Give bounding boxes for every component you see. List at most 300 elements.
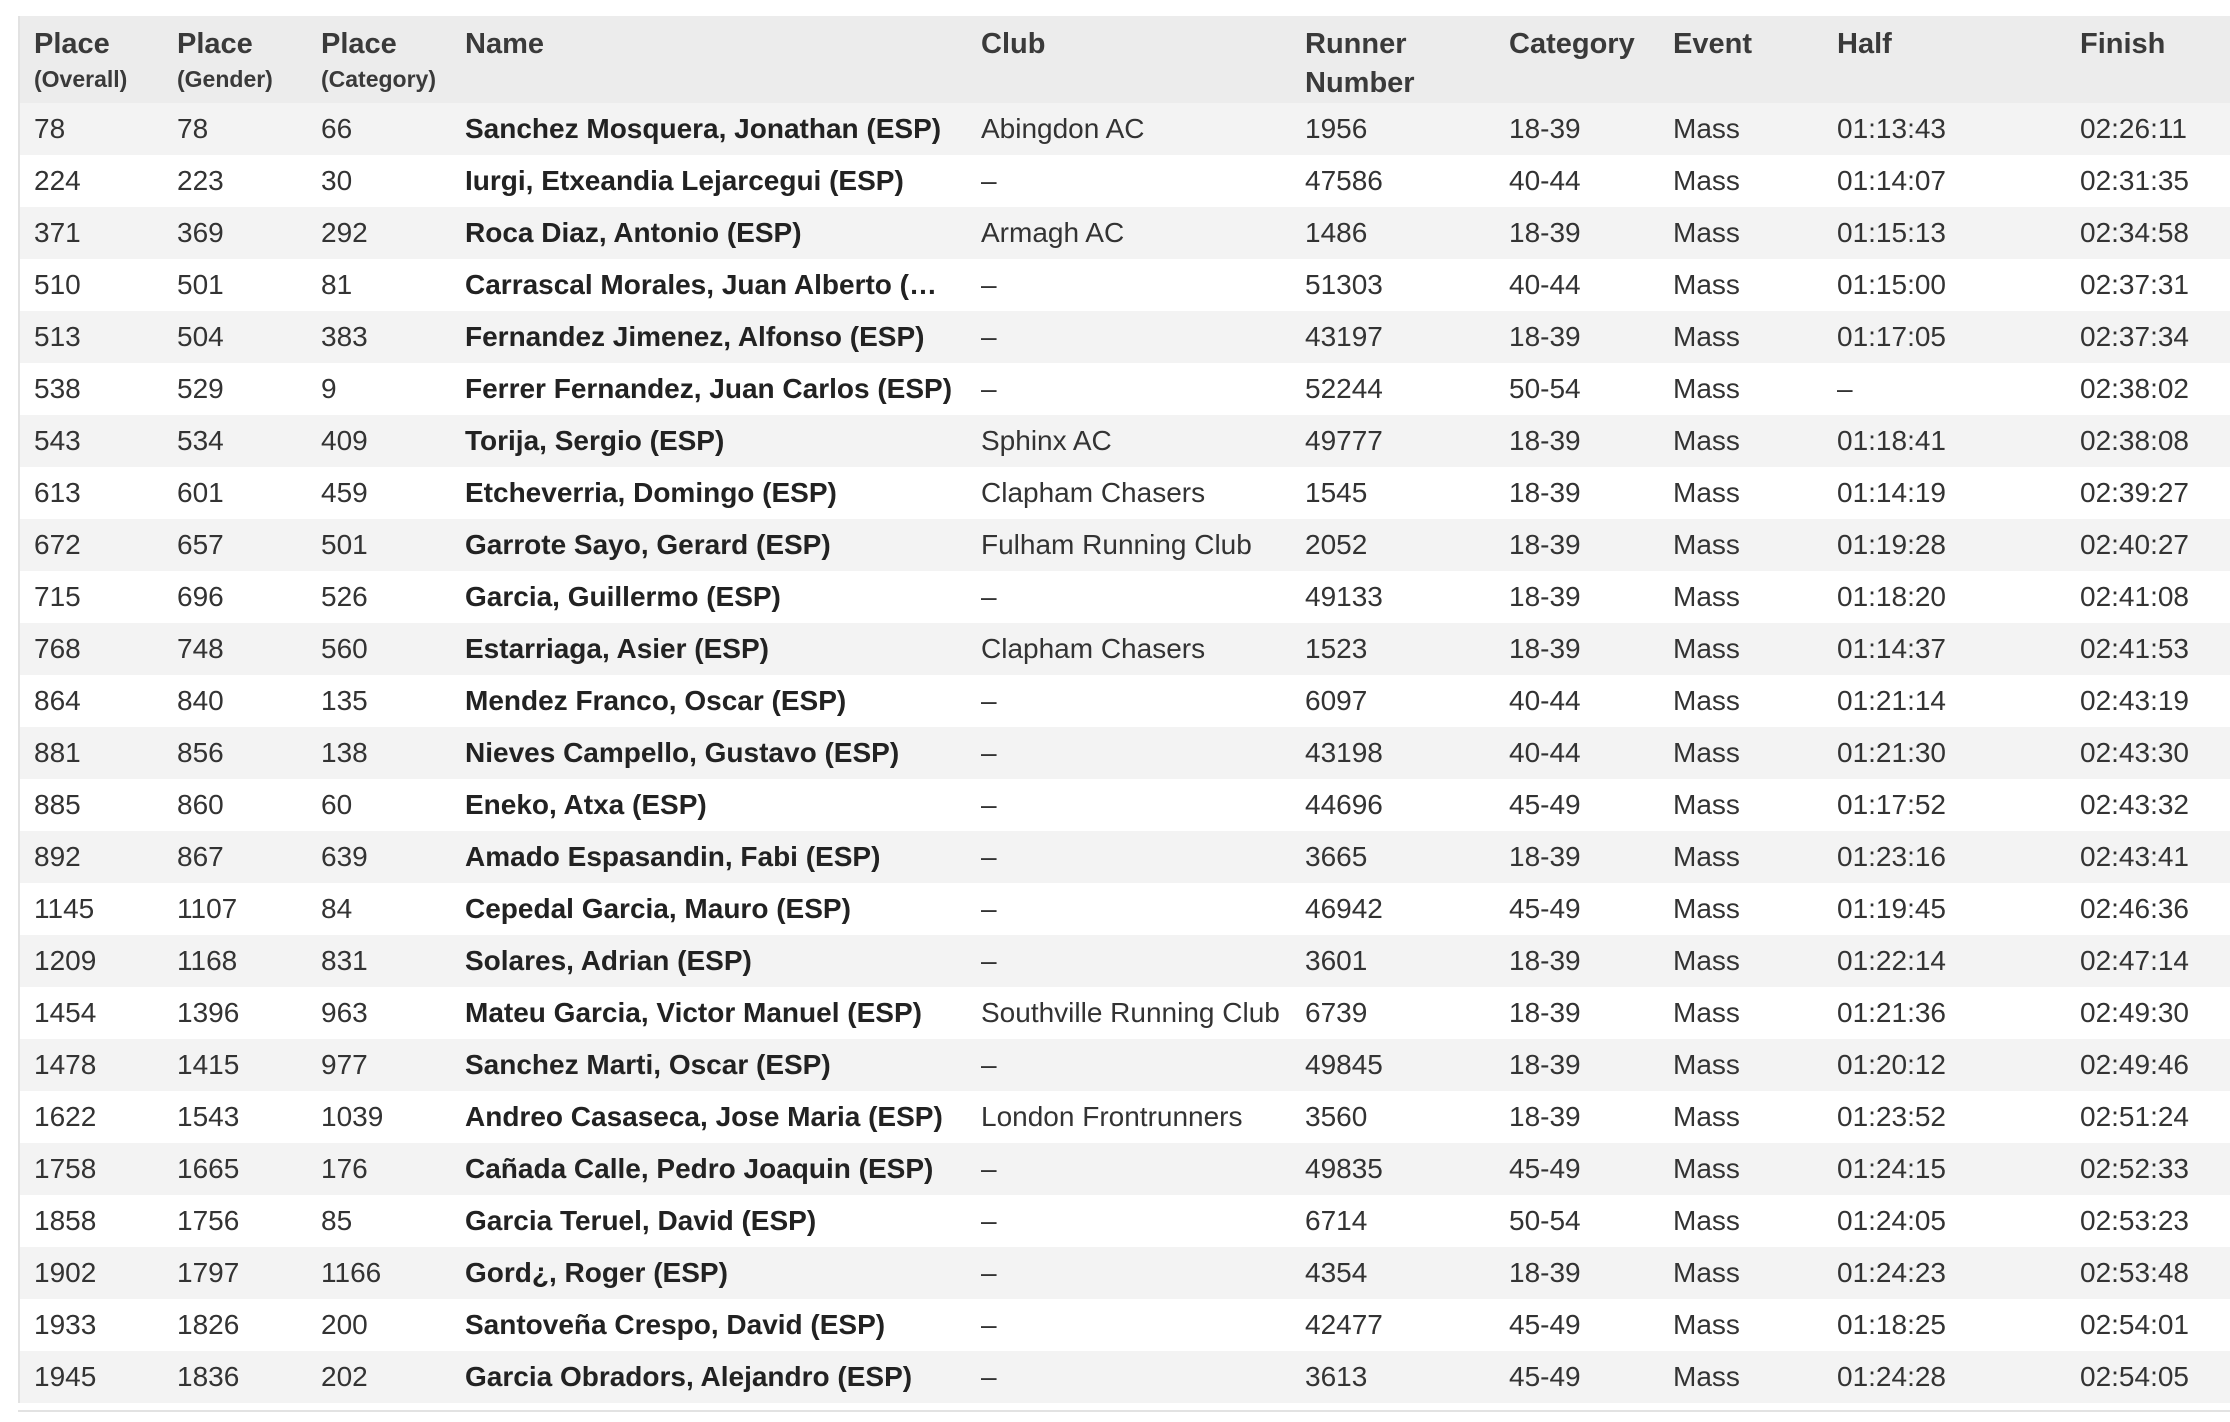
club-cell: London Frontrunners (967, 1091, 1291, 1143)
club-cell: – (967, 311, 1291, 363)
header-place-gender[interactable] (163, 16, 307, 103)
place-gender-cell: 840 (163, 675, 307, 727)
finish-time-cell: 02:43:19 (2066, 675, 2230, 727)
half-time-cell: 01:13:43 (1823, 103, 2066, 155)
place-category-cell: 1039 (307, 1091, 451, 1143)
runner-number-cell: 49133 (1291, 571, 1495, 623)
half-time-cell: 01:18:41 (1823, 415, 2066, 467)
category-cell: 45-49 (1495, 779, 1659, 831)
category-cell: 18-39 (1495, 103, 1659, 155)
place-category-cell: 85 (307, 1195, 451, 1247)
half-time-cell: 01:22:14 (1823, 935, 2066, 987)
club-cell: Armagh AC (967, 207, 1291, 259)
header-name[interactable] (451, 16, 967, 103)
place-category-cell: 560 (307, 623, 451, 675)
results-table (20, 16, 2230, 1403)
event-cell: Mass (1659, 363, 1823, 415)
event-cell: Mass (1659, 1299, 1823, 1351)
half-time-cell: 01:21:36 (1823, 987, 2066, 1039)
runner-name-cell[interactable]: Garcia, Guillermo (ESP) (451, 571, 967, 623)
half-time-cell: 01:24:23 (1823, 1247, 2066, 1299)
place-category-cell: 383 (307, 311, 451, 363)
header-club-label: Club (981, 28, 1046, 60)
finish-time-cell: 02:51:24 (2066, 1091, 2230, 1143)
place-gender-cell: 1756 (163, 1195, 307, 1247)
place-overall-cell: 672 (20, 519, 163, 571)
place-overall-cell: 1933 (20, 1299, 163, 1351)
half-time-cell: 01:23:52 (1823, 1091, 2066, 1143)
header-place-category[interactable] (307, 16, 451, 103)
place-gender-cell: 223 (163, 155, 307, 207)
header-name-label: Name (465, 28, 544, 60)
finish-time-cell: 02:40:27 (2066, 519, 2230, 571)
half-time-cell: 01:21:14 (1823, 675, 2066, 727)
event-cell: Mass (1659, 103, 1823, 155)
place-gender-cell: 1168 (163, 935, 307, 987)
place-overall-cell: 1945 (20, 1351, 163, 1403)
half-time-cell: 01:23:16 (1823, 831, 2066, 883)
club-cell: – (967, 779, 1291, 831)
table-row[interactable] (20, 1143, 2230, 1195)
place-overall-cell: 892 (20, 831, 163, 883)
results-body (20, 103, 2230, 1403)
runner-name-cell[interactable]: Sanchez Marti, Oscar (ESP) (451, 1039, 967, 1091)
place-gender-cell: 1836 (163, 1351, 307, 1403)
category-cell: 18-39 (1495, 1039, 1659, 1091)
place-gender-cell: 856 (163, 727, 307, 779)
place-gender-cell: 1415 (163, 1039, 307, 1091)
half-time-cell: 01:21:30 (1823, 727, 2066, 779)
half-time-cell: – (1823, 363, 2066, 415)
table-row[interactable] (20, 1195, 2230, 1247)
half-time-cell: 01:14:19 (1823, 467, 2066, 519)
club-cell: – (967, 571, 1291, 623)
finish-time-cell: 02:47:14 (2066, 935, 2230, 987)
category-cell: 18-39 (1495, 1247, 1659, 1299)
header-half-label: Half (1837, 28, 1892, 60)
place-gender-cell: 534 (163, 415, 307, 467)
club-cell: – (967, 675, 1291, 727)
table-row[interactable] (20, 675, 2230, 727)
finish-time-cell: 02:26:11 (2066, 103, 2230, 155)
runner-number-cell: 1486 (1291, 207, 1495, 259)
header-runner-number-label: Runner (1305, 28, 1407, 60)
place-category-cell: 501 (307, 519, 451, 571)
event-cell: Mass (1659, 155, 1823, 207)
category-cell: 40-44 (1495, 675, 1659, 727)
category-cell: 18-39 (1495, 571, 1659, 623)
place-overall-cell: 1758 (20, 1143, 163, 1195)
finish-time-cell: 02:43:30 (2066, 727, 2230, 779)
header-place-category-label: Place (321, 28, 397, 60)
runner-number-cell: 4354 (1291, 1247, 1495, 1299)
place-gender-cell: 748 (163, 623, 307, 675)
table-row[interactable] (20, 623, 2230, 675)
event-cell: Mass (1659, 831, 1823, 883)
table-row[interactable] (20, 103, 2230, 155)
category-cell: 40-44 (1495, 727, 1659, 779)
category-cell: 18-39 (1495, 415, 1659, 467)
event-cell: Mass (1659, 519, 1823, 571)
event-cell: Mass (1659, 935, 1823, 987)
half-time-cell: 01:24:28 (1823, 1351, 2066, 1403)
category-cell: 18-39 (1495, 831, 1659, 883)
event-cell: Mass (1659, 987, 1823, 1039)
place-overall-cell: 1478 (20, 1039, 163, 1091)
half-time-cell: 01:20:12 (1823, 1039, 2066, 1091)
runner-number-cell: 2052 (1291, 519, 1495, 571)
half-time-cell: 01:17:05 (1823, 311, 2066, 363)
runner-name-cell[interactable]: Ferrer Fernandez, Juan Carlos (ESP) (451, 363, 967, 415)
place-category-cell: 1166 (307, 1247, 451, 1299)
runner-number-cell: 49835 (1291, 1143, 1495, 1195)
place-category-cell: 60 (307, 779, 451, 831)
runner-number-cell: 51303 (1291, 259, 1495, 311)
runner-name-cell[interactable]: Estarriaga, Asier (ESP) (451, 623, 967, 675)
club-cell: – (967, 1247, 1291, 1299)
header-place-overall-label: Place (34, 28, 110, 60)
club-cell: – (967, 883, 1291, 935)
header-row (20, 16, 2230, 103)
half-time-cell: 01:19:28 (1823, 519, 2066, 571)
runner-name-cell[interactable]: Nieves Campello, Gustavo (ESP) (451, 727, 967, 779)
event-cell: Mass (1659, 1091, 1823, 1143)
table-row[interactable] (20, 363, 2230, 415)
place-gender-cell: 1543 (163, 1091, 307, 1143)
runner-number-cell: 3665 (1291, 831, 1495, 883)
category-cell: 18-39 (1495, 935, 1659, 987)
place-category-cell: 9 (307, 363, 451, 415)
finish-time-cell: 02:52:33 (2066, 1143, 2230, 1195)
finish-time-cell: 02:43:32 (2066, 779, 2230, 831)
finish-time-cell: 02:43:41 (2066, 831, 2230, 883)
half-time-cell: 01:18:20 (1823, 571, 2066, 623)
event-cell: Mass (1659, 727, 1823, 779)
event-cell: Mass (1659, 1143, 1823, 1195)
table-row[interactable] (20, 779, 2230, 831)
runner-name-cell[interactable]: Cañada Calle, Pedro Joaquin (ESP) (451, 1143, 967, 1195)
half-time-cell: 01:24:15 (1823, 1143, 2066, 1195)
header-finish[interactable] (2066, 16, 2230, 103)
place-category-cell: 200 (307, 1299, 451, 1351)
place-overall-cell: 881 (20, 727, 163, 779)
club-cell: – (967, 1299, 1291, 1351)
place-overall-cell: 1145 (20, 883, 163, 935)
runner-name-cell[interactable]: Garcia Teruel, David (ESP) (451, 1195, 967, 1247)
runner-name-cell[interactable]: Roca Diaz, Antonio (ESP) (451, 207, 967, 259)
table-row[interactable] (20, 727, 2230, 779)
runner-name-cell[interactable]: Iurgi, Etxeandia Lejarcegui (ESP) (451, 155, 967, 207)
finish-time-cell: 02:53:48 (2066, 1247, 2230, 1299)
category-cell: 40-44 (1495, 155, 1659, 207)
place-overall-cell: 371 (20, 207, 163, 259)
place-category-cell: 66 (307, 103, 451, 155)
runner-name-cell[interactable]: Fernandez Jimenez, Alfonso (ESP) (451, 311, 967, 363)
place-gender-cell: 696 (163, 571, 307, 623)
finish-time-cell: 02:38:08 (2066, 415, 2230, 467)
category-cell: 18-39 (1495, 987, 1659, 1039)
half-time-cell: 01:14:07 (1823, 155, 2066, 207)
table-row[interactable] (20, 311, 2230, 363)
half-time-cell: 01:14:37 (1823, 623, 2066, 675)
table-row[interactable] (20, 1039, 2230, 1091)
runner-number-cell: 6739 (1291, 987, 1495, 1039)
place-category-cell: 831 (307, 935, 451, 987)
event-cell: Mass (1659, 571, 1823, 623)
place-category-cell: 30 (307, 155, 451, 207)
club-cell: Southville Running Club (967, 987, 1291, 1039)
finish-time-cell: 02:34:58 (2066, 207, 2230, 259)
finish-time-cell: 02:49:30 (2066, 987, 2230, 1039)
event-cell: Mass (1659, 415, 1823, 467)
place-category-cell: 138 (307, 727, 451, 779)
finish-time-cell: 02:54:05 (2066, 1351, 2230, 1403)
finish-time-cell: 02:31:35 (2066, 155, 2230, 207)
finish-time-cell: 02:38:02 (2066, 363, 2230, 415)
event-cell: Mass (1659, 779, 1823, 831)
club-cell: – (967, 1039, 1291, 1091)
place-overall-cell: 864 (20, 675, 163, 727)
table-row[interactable] (20, 831, 2230, 883)
half-time-cell: 01:17:52 (1823, 779, 2066, 831)
place-gender-cell: 529 (163, 363, 307, 415)
table-bottom-border (18, 1410, 2230, 1412)
place-category-cell: 963 (307, 987, 451, 1039)
table-row[interactable] (20, 1247, 2230, 1299)
place-gender-cell: 501 (163, 259, 307, 311)
table-row[interactable] (20, 935, 2230, 987)
place-overall-cell: 1209 (20, 935, 163, 987)
half-time-cell: 01:18:25 (1823, 1299, 2066, 1351)
event-cell: Mass (1659, 623, 1823, 675)
runner-number-cell: 1523 (1291, 623, 1495, 675)
place-category-cell: 176 (307, 1143, 451, 1195)
category-cell: 18-39 (1495, 207, 1659, 259)
table-row[interactable] (20, 987, 2230, 1039)
finish-time-cell: 02:39:27 (2066, 467, 2230, 519)
event-cell: Mass (1659, 1247, 1823, 1299)
header-place-category-sub: (Category) (321, 66, 437, 92)
finish-time-cell: 02:46:36 (2066, 883, 2230, 935)
place-category-cell: 135 (307, 675, 451, 727)
table-row[interactable] (20, 1091, 2230, 1143)
runner-number-cell: 6714 (1291, 1195, 1495, 1247)
category-cell: 18-39 (1495, 519, 1659, 571)
place-overall-cell: 1902 (20, 1247, 163, 1299)
finish-time-cell: 02:41:08 (2066, 571, 2230, 623)
category-cell: 40-44 (1495, 259, 1659, 311)
event-cell: Mass (1659, 207, 1823, 259)
finish-time-cell: 02:49:46 (2066, 1039, 2230, 1091)
event-cell: Mass (1659, 311, 1823, 363)
finish-time-cell: 02:37:31 (2066, 259, 2230, 311)
table-row[interactable] (20, 467, 2230, 519)
club-cell: Fulham Running Club (967, 519, 1291, 571)
runner-number-cell: 1545 (1291, 467, 1495, 519)
place-category-cell: 81 (307, 259, 451, 311)
half-time-cell: 01:24:05 (1823, 1195, 2066, 1247)
half-time-cell: 01:15:13 (1823, 207, 2066, 259)
header-place-overall-sub: (Overall) (34, 66, 128, 92)
runner-number-cell: 47586 (1291, 155, 1495, 207)
place-overall-cell: 1454 (20, 987, 163, 1039)
category-cell: 50-54 (1495, 363, 1659, 415)
table-row[interactable] (20, 415, 2230, 467)
category-cell: 45-49 (1495, 1299, 1659, 1351)
club-cell: – (967, 935, 1291, 987)
table-row[interactable] (20, 207, 2230, 259)
table-row[interactable] (20, 1351, 2230, 1403)
club-cell: Sphinx AC (967, 415, 1291, 467)
place-category-cell: 526 (307, 571, 451, 623)
place-overall-cell: 538 (20, 363, 163, 415)
header-place-gender-label: Place (177, 28, 253, 60)
club-cell: Abingdon AC (967, 103, 1291, 155)
place-overall-cell: 1858 (20, 1195, 163, 1247)
event-cell: Mass (1659, 1351, 1823, 1403)
place-category-cell: 409 (307, 415, 451, 467)
club-cell: – (967, 259, 1291, 311)
runner-number-cell: 46942 (1291, 883, 1495, 935)
runner-number-cell: 6097 (1291, 675, 1495, 727)
header-finish-label: Finish (2080, 28, 2166, 60)
category-cell: 18-39 (1495, 467, 1659, 519)
place-gender-cell: 867 (163, 831, 307, 883)
place-gender-cell: 1107 (163, 883, 307, 935)
place-overall-cell: 510 (20, 259, 163, 311)
runner-name-cell[interactable]: Gord¿, Roger (ESP) (451, 1247, 967, 1299)
table-row[interactable] (20, 571, 2230, 623)
club-cell: – (967, 831, 1291, 883)
club-cell: – (967, 1195, 1291, 1247)
header-place-overall[interactable] (20, 16, 163, 103)
runner-name-cell[interactable]: Garrote Sayo, Gerard (ESP) (451, 519, 967, 571)
event-cell: Mass (1659, 1195, 1823, 1247)
place-overall-cell: 885 (20, 779, 163, 831)
table-row[interactable] (20, 519, 2230, 571)
place-category-cell: 292 (307, 207, 451, 259)
club-cell: – (967, 727, 1291, 779)
category-cell: 45-49 (1495, 1351, 1659, 1403)
event-cell: Mass (1659, 467, 1823, 519)
club-cell: – (967, 1351, 1291, 1403)
place-gender-cell: 1797 (163, 1247, 307, 1299)
club-cell: – (967, 363, 1291, 415)
table-row[interactable] (20, 155, 2230, 207)
club-cell: – (967, 155, 1291, 207)
place-gender-cell: 369 (163, 207, 307, 259)
place-category-cell: 84 (307, 883, 451, 935)
event-cell: Mass (1659, 1039, 1823, 1091)
runner-number-cell: 49777 (1291, 415, 1495, 467)
runner-number-cell: 52244 (1291, 363, 1495, 415)
place-overall-cell: 715 (20, 571, 163, 623)
place-gender-cell: 1826 (163, 1299, 307, 1351)
place-overall-cell: 768 (20, 623, 163, 675)
runner-name-cell[interactable]: Mateu Garcia, Victor Manuel (ESP) (451, 987, 967, 1039)
runner-name-cell[interactable]: Andreo Casaseca, Jose Maria (ESP) (451, 1091, 967, 1143)
place-gender-cell: 860 (163, 779, 307, 831)
club-cell: Clapham Chasers (967, 623, 1291, 675)
table-row[interactable] (20, 259, 2230, 311)
runner-name-cell[interactable]: Etcheverria, Domingo (ESP) (451, 467, 967, 519)
runner-number-cell: 1956 (1291, 103, 1495, 155)
event-cell: Mass (1659, 675, 1823, 727)
event-cell: Mass (1659, 259, 1823, 311)
runner-name-cell[interactable]: Solares, Adrian (ESP) (451, 935, 967, 987)
category-cell: 45-49 (1495, 883, 1659, 935)
finish-time-cell: 02:37:34 (2066, 311, 2230, 363)
runner-name-cell[interactable]: Garcia Obradors, Alejandro (ESP) (451, 1351, 967, 1403)
runner-name-cell[interactable]: Eneko, Atxa (ESP) (451, 779, 967, 831)
club-cell: Clapham Chasers (967, 467, 1291, 519)
place-gender-cell: 657 (163, 519, 307, 571)
place-gender-cell: 1665 (163, 1143, 307, 1195)
place-category-cell: 459 (307, 467, 451, 519)
runner-name-cell[interactable]: Mendez Franco, Oscar (ESP) (451, 675, 967, 727)
place-overall-cell: 513 (20, 311, 163, 363)
header-event[interactable] (1659, 16, 1823, 103)
event-cell: Mass (1659, 883, 1823, 935)
header-club[interactable] (967, 16, 1291, 103)
place-overall-cell: 1622 (20, 1091, 163, 1143)
category-cell: 50-54 (1495, 1195, 1659, 1247)
place-category-cell: 202 (307, 1351, 451, 1403)
runner-number-cell: 49845 (1291, 1039, 1495, 1091)
runner-name-cell[interactable]: Santoveña Crespo, David (ESP) (451, 1299, 967, 1351)
header-half[interactable] (1823, 16, 2066, 103)
runner-name-cell[interactable]: Carrascal Morales, Juan Alberto (… (451, 259, 967, 311)
runner-number-cell: 3613 (1291, 1351, 1495, 1403)
place-gender-cell: 1396 (163, 987, 307, 1039)
place-overall-cell: 613 (20, 467, 163, 519)
table-row[interactable] (20, 883, 2230, 935)
results-table-container (18, 16, 2230, 1403)
runner-number-cell: 3560 (1291, 1091, 1495, 1143)
runner-number-cell: 43197 (1291, 311, 1495, 363)
place-overall-cell: 78 (20, 103, 163, 155)
runner-name-cell[interactable]: Sanchez Mosquera, Jonathan (ESP) (451, 103, 967, 155)
finish-time-cell: 02:54:01 (2066, 1299, 2230, 1351)
category-cell: 45-49 (1495, 1143, 1659, 1195)
category-cell: 18-39 (1495, 623, 1659, 675)
runner-name-cell[interactable]: Amado Espasandin, Fabi (ESP) (451, 831, 967, 883)
runner-number-cell: 44696 (1291, 779, 1495, 831)
runner-number-cell: 3601 (1291, 935, 1495, 987)
runner-number-cell: 42477 (1291, 1299, 1495, 1351)
place-overall-cell: 543 (20, 415, 163, 467)
header-category-label: Category (1509, 28, 1635, 60)
header-runner-number[interactable] (1291, 16, 1495, 103)
header-category[interactable] (1495, 16, 1659, 103)
table-row[interactable] (20, 1299, 2230, 1351)
runner-name-cell[interactable]: Cepedal Garcia, Mauro (ESP) (451, 883, 967, 935)
half-time-cell: 01:19:45 (1823, 883, 2066, 935)
runner-name-cell[interactable]: Torija, Sergio (ESP) (451, 415, 967, 467)
place-gender-cell: 78 (163, 103, 307, 155)
club-cell: – (967, 1143, 1291, 1195)
header-event-label: Event (1673, 28, 1752, 60)
place-category-cell: 977 (307, 1039, 451, 1091)
finish-time-cell: 02:41:53 (2066, 623, 2230, 675)
place-gender-cell: 504 (163, 311, 307, 363)
runner-number-cell: 43198 (1291, 727, 1495, 779)
half-time-cell: 01:15:00 (1823, 259, 2066, 311)
place-gender-cell: 601 (163, 467, 307, 519)
header-runner-number-sub: Number (1305, 67, 1415, 99)
place-category-cell: 639 (307, 831, 451, 883)
finish-time-cell: 02:53:23 (2066, 1195, 2230, 1247)
